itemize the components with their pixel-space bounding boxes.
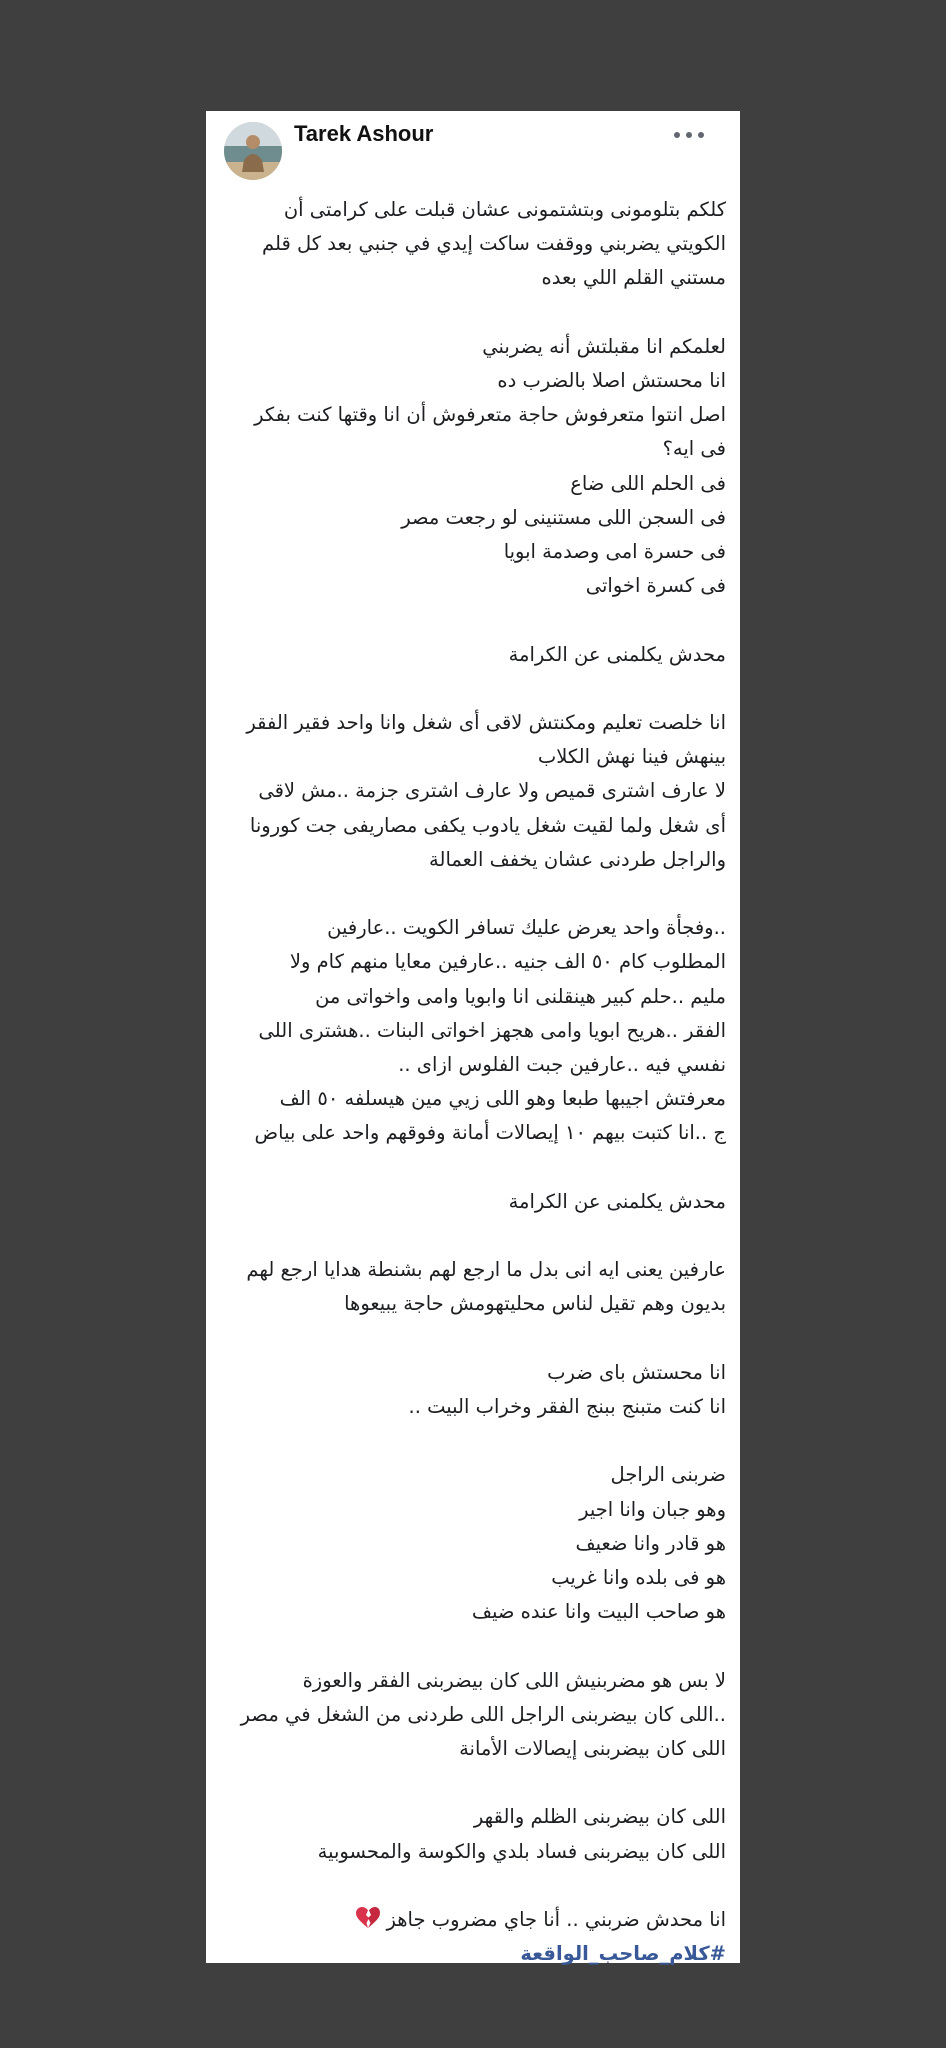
post-paragraphs [220, 193, 726, 1869]
post-line: انا كنت متبنج ببنج الفقر وخراب البيت .. [408, 1395, 726, 1418]
post-text [220, 193, 726, 1971]
closing-paragraph [220, 1903, 726, 1937]
author-name[interactable]: Tarek Ashour [294, 121, 434, 146]
post-paragraph [220, 1664, 726, 1767]
broken-heart-icon [355, 1906, 381, 1930]
post-line: ..اللى كان بيضربنى الراجل اللى طردنى من الشغل في مصر [240, 1702, 726, 1726]
more-options-icon[interactable] [674, 129, 704, 141]
post-line: نفسي فيه ..عارفين جبت الفلوس ازاى .. [398, 1053, 726, 1077]
post-line: اللى كان بيضربنى فساد بلدي والكوسة والمحسوبية [317, 1839, 726, 1863]
post-line: فى كسرة اخواتى [585, 574, 726, 598]
post-line: فى حسرة امى وصدمة ابويا [503, 540, 726, 564]
post-line: فى الحلم اللى ضاع [570, 471, 726, 495]
avatar-image [224, 122, 282, 180]
post-line: انا محستش اصلا بالضرب ده [497, 369, 726, 392]
post-paragraph [220, 1458, 726, 1629]
more-dot [686, 132, 692, 138]
more-dot [698, 132, 704, 138]
post-line: وهو جبان وانا اجير [579, 1497, 726, 1521]
post-line: محدش يكلمنى عن الكرامة [508, 1189, 726, 1213]
post-line: هو قادر وانا ضعيف [575, 1531, 726, 1555]
post-line: فى السجن اللى مستنينى لو رجعت مصر [401, 505, 726, 529]
post-line: هو صاحب البيت وانا عنده ضيف [471, 1600, 726, 1624]
post-line: هو فى بلده وانا غريب [551, 1566, 726, 1589]
post-line: ضربنى الراجل [610, 1463, 726, 1487]
post-line: مليم ..حلم كبير هينقلنى انا وابويا وامى واخواتى من [315, 984, 726, 1008]
post-paragraph [220, 1800, 726, 1868]
post-paragraph [220, 911, 726, 1150]
post-line: مستني القلم اللي بعده [541, 266, 726, 290]
post-line: بديون وهم تقيل لناس محليتهومش حاجة يبيعوها [344, 1292, 726, 1316]
post-line: اللى كان بيضربنى إيصالات الأمانة [459, 1737, 726, 1760]
post-header [206, 111, 740, 191]
post-line: اصل انتوا متعرفوش حاجة متعرفوش أن انا وقتها كنت بفكر [254, 403, 726, 427]
author-avatar[interactable] [224, 122, 282, 180]
post-paragraph [220, 706, 726, 877]
post-line: معرفتش اجيبها طبعا وهو اللى زيي مين هيسلفه ٥٠ الف [279, 1087, 726, 1111]
post-line: الفقر ..هريح ابويا وامى هجهز اخواتى البنات ..هشترى اللى [258, 1018, 726, 1042]
post-line: المطلوب كام ٥٠ الف جنيه ..عارفين معايا منهم كام ولا [289, 950, 726, 974]
post-line: كلكم بتلومونى وبتشتمونى عشان قبلت على كرامتى أن [283, 198, 726, 221]
hashtag-link[interactable]: #كلام_صاحب_الواقعة [520, 1942, 726, 1966]
post-line: اللى كان بيضربنى الظلم والقهر [473, 1805, 726, 1829]
post-paragraph [220, 193, 726, 296]
post-card [206, 111, 740, 1966]
post-line: ج ..انا كتبت بيهم ١٠ إيصالات أمانة وفوقهم واحد على بياض [254, 1121, 726, 1145]
post-line: الكويتي يضربني ووقفت ساكت إيدي في جنبي بعد كل قلم [262, 232, 726, 256]
closing-line [220, 1903, 726, 1937]
post-line: انا محستش باى ضرب [547, 1360, 726, 1384]
post-paragraph [220, 330, 726, 604]
post-line: عارفين يعنى ايه انى بدل ما ارجع لهم بشنطة هدايا ارجع لهم [246, 1258, 726, 1282]
post-line: ..وفجأة واحد يعرض عليك تسافر الكويت ..عارفين [327, 916, 726, 940]
post-line: فى ايه؟ [662, 437, 726, 461]
post-paragraph [220, 638, 726, 672]
post-line: بينهش فينا نهش الكلاب [537, 745, 726, 769]
post-paragraph [220, 1356, 726, 1424]
post-line: لعلمكم انا مقبلتش أنه يضربني [482, 334, 726, 358]
post-line: لا عارف اشترى قميص ولا عارف اشترى جزمة ..مش لاقى [258, 779, 726, 803]
post-line: أى شغل ولما لقيت شغل يادوب يكفى مصاريفى جت كورونا [249, 813, 726, 837]
post-line: محدش يكلمنى عن الكرامة [508, 642, 726, 666]
post-paragraph [220, 1253, 726, 1321]
post-paragraph [220, 1185, 726, 1219]
post-line: انا خلصت تعليم ومكنتش لاقى أى شغل وانا واحد فقير الفقر [246, 711, 726, 734]
more-dot [674, 132, 680, 138]
closing-text: انا محدش ضربني .. أنا جاي مضروب جاهز [386, 1907, 726, 1931]
post-line: والراجل طردنى عشان يخفف العمالة [429, 847, 726, 871]
post-line: لا بس هو مضربنيش اللى كان بيضربنى الفقر والعوزة [302, 1668, 726, 1692]
